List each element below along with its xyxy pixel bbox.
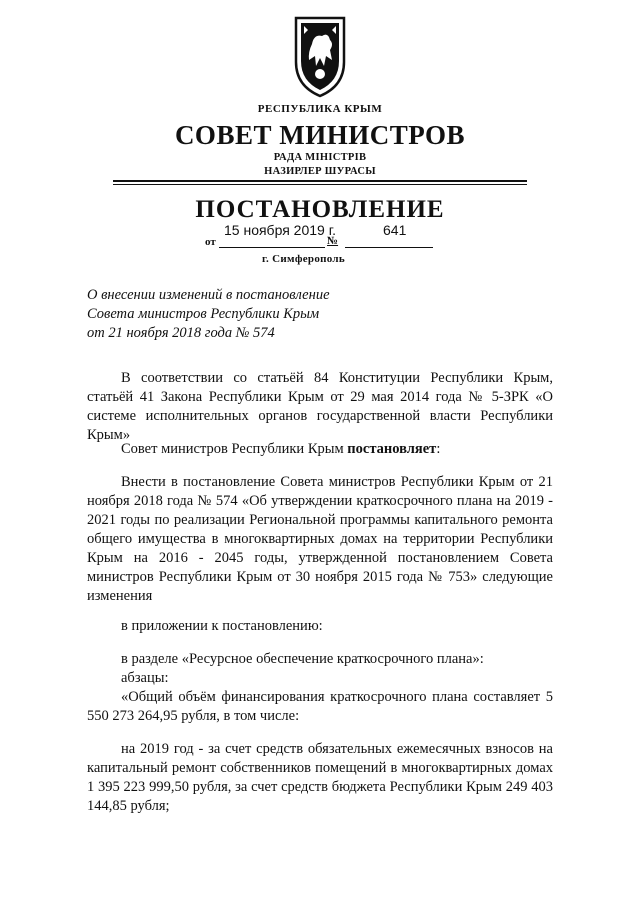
date-label: от: [205, 236, 216, 248]
subject-line: О внесении изменений в постановление: [87, 287, 330, 303]
council-title: СОВЕТ МИНИСТРОВ: [174, 120, 466, 150]
council-title-ukrainian: РАДА МІНІСТРІВ: [273, 152, 367, 163]
header-rule-thick: [113, 180, 527, 182]
amendment-paragraph: [87, 473, 553, 606]
paragraph-text: на 2019 год - за счет средств обязательных ежемесячных взносов на капитальный ремонт собственников помещений в многоквартирных домах 1 395 223 999,50 рубля, за счет средств бюджета Республики Крым 249 403 144,85 рубля;: [87, 741, 553, 814]
paragraph-text: В соответствии со статьёй 84 Конституции Республики Крым, статьёй 41 Закона Республики Крым от 29 мая 2014 года № 5-ЗРК «О системе исполнительных органов государственной власти Республики Крым»: [87, 370, 553, 443]
resolution-subject: [87, 286, 330, 343]
resolution-date: 15 ноября 2019 г.: [224, 222, 336, 238]
paragraph-text: абзацы:: [121, 670, 169, 686]
republic-name: РЕСПУБЛИКА КРЫМ: [257, 103, 383, 115]
crimea-coat-of-arms-icon: [290, 14, 350, 98]
subject-line: Совета министров Республики Крым: [87, 306, 320, 322]
financing-paragraph: [87, 740, 553, 816]
document-type-title: ПОСТАНОВЛЕНИЕ: [195, 196, 445, 223]
paragraph-text: «Общий объём финансирования краткосрочного плана составляет 5 550 273 264,95 рубля, в том числе:: [87, 689, 553, 724]
header-rule-thin: [113, 184, 527, 185]
decision-paragraph: [87, 440, 553, 459]
paragraph-text: Внести в постановление Совета министров Республики Крым от 21 ноября 2018 года № 574 «Об утверждении краткосрочного плана на 2019 - 2021 годы по реализации Региональной программы капитального ремонта общего имущества в многоквартирных домах на территории Республики Крым на 2016 - 2045 годы, утвержденной постановлением Совета министров Республики Крым от 30 ноября 2015 года № 753» следующие изменения: [87, 474, 553, 604]
date-underline: [219, 247, 325, 248]
decision-text: Совет министров Республики Крым: [121, 441, 348, 457]
decision-keyword: постановляет: [347, 441, 437, 457]
city: г. Симферополь: [262, 253, 346, 265]
paragraph-text: в приложении к постановлению:: [121, 618, 323, 634]
council-title-crimean-tatar: НАЗИРЛЕР ШУРАСЫ: [264, 166, 376, 177]
appendix-paragraph: [87, 617, 553, 636]
resolution-number: 641: [383, 222, 407, 238]
paragraph-text: [87, 440, 553, 459]
section-paragraph: [87, 650, 553, 726]
paragraph-text: в разделе «Ресурсное обеспечение краткосрочного плана»:: [121, 651, 484, 667]
preamble-paragraph: [87, 369, 553, 445]
subject-line: от 21 ноября 2018 года № 574: [87, 325, 275, 341]
number-label: №: [327, 235, 339, 247]
decision-colon: :: [436, 441, 441, 457]
number-underline: [345, 247, 433, 248]
